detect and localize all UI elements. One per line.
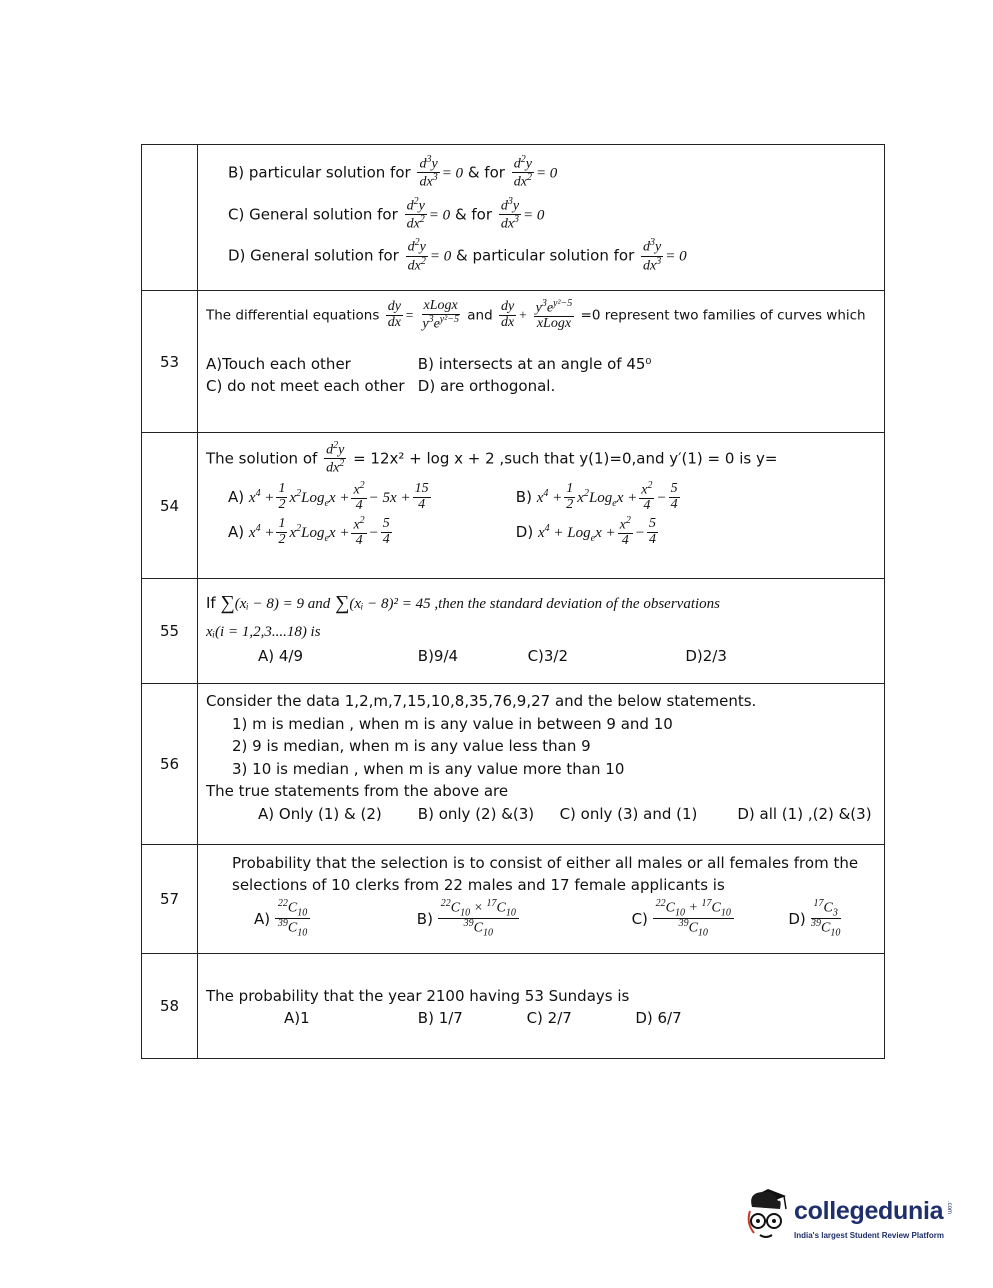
question-number-cell <box>142 145 198 290</box>
statement-1: 1) m is median , when m is any value in between 9 and 10 <box>232 714 673 733</box>
question-stem: The differential equations $\frac{dy}{dx}$ = $\frac{\text{xLogx}}{y^3e^{y^2-5}}$ and $\frac{dy}{dx}$ + $\frac{y^3e^{y^2-5}}{\text{xLogx}}$ =0 represent two families of curves which <box>206 298 866 332</box>
question-stem: Consider the data 1,2,m,7,15,10,8,35,76,9,27 and the below statements. <box>206 692 757 710</box>
option-c: C) only (3) and (1) <box>559 804 698 823</box>
option-d: D) are orthogonal. <box>417 376 556 395</box>
true-statements-line: The true statements from the above are <box>206 782 509 800</box>
options-line <box>206 646 876 668</box>
question-number: 55 <box>142 579 198 683</box>
option-b: B) $\frac{^{22}C_{10} \times ^{17}C_{10}}{^{39}C_{10}}$ <box>417 899 627 940</box>
brand-suffix: .com <box>946 1201 952 1215</box>
question-row-57 <box>142 845 884 954</box>
option-d: D) $x^4 + Log_ex$ + $\frac{x^2}{4}$ − $\frac{5}{4}$ <box>515 514 656 549</box>
option-c: C)3/2 <box>527 646 569 665</box>
option-a: A)1 <box>284 1008 310 1027</box>
options-line <box>232 899 876 940</box>
options-line-1 <box>206 481 876 514</box>
option-d: D) all (1) ,(2) &(3) <box>737 804 872 823</box>
sigma-symbol: ∑ <box>335 592 350 614</box>
option-c: A) $x^4$ + $\frac{1}{2}$ $x^2Log_ex$ + $\frac{x^2}{4}$ − $\frac{5}{4}$ <box>228 514 390 549</box>
question-row-53 <box>142 291 884 433</box>
option-a: A) $\frac{^{22}C_{10}}{^{39}C_{10}}$ <box>254 899 412 940</box>
option-a: A) 4/9 <box>258 646 304 665</box>
option-c: C) $\frac{^{22}C_{10} + ^{17}C_{10}}{^{39}C_{10}}$ <box>632 899 784 940</box>
option-a: A)Touch each other <box>206 355 351 374</box>
question-stem: The solution of $\frac{d^2y}{dx^2}$ = 12x² + log x + 2 ,such that y(1)=0,and y′(1) = 0 is y= <box>206 440 778 476</box>
option-a: A) $x^4$ + $\frac{1}{2}$ $x^2Log_ex$ + $\frac{x^2}{4}$ − 5x + $\frac{15}{4}$ <box>228 479 429 514</box>
options-line <box>206 803 876 826</box>
option-d: D)2/3 <box>685 646 727 665</box>
option-d: D) 6/7 <box>635 1008 682 1027</box>
question-row-54 <box>142 433 884 579</box>
options-line <box>206 1008 876 1030</box>
question-number: 58 <box>142 954 198 1058</box>
question-number: 53 <box>142 291 198 432</box>
option-b: B) particular solution for $\frac{d^3y}{dx^3}$ = 0 & for $\frac{d^2y}{dx^2}$ = 0 <box>228 154 558 190</box>
option-c: C) 2/7 <box>526 1008 572 1027</box>
question-stem: If ∑(xᵢ − 8) = 9 and ∑(xᵢ − 8)² = 45 ,then the standard deviation of the observations <box>206 592 720 614</box>
option-a: A) Only (1) & (2) <box>258 804 382 823</box>
question-number: 54 <box>142 433 198 578</box>
collegedunia-logo <box>738 1183 963 1253</box>
question-stem-2: selections of 10 clerks from 22 males and 17 female applicants is <box>232 875 725 894</box>
question-row-52-continued <box>142 145 884 291</box>
option-b: B) only (2) &(3) <box>417 804 535 823</box>
question-row-58 <box>142 954 884 1058</box>
brand-tagline: India's largest Student Review Platform <box>794 1231 944 1240</box>
options-line-1 <box>206 354 876 376</box>
statement-3: 3) 10 is median , when m is any value more than 10 <box>232 759 625 778</box>
question-stem: The probability that the year 2100 having 53 Sundays is <box>206 987 630 1005</box>
question-number: 56 <box>142 684 198 844</box>
options-line-2 <box>206 516 876 549</box>
option-b: B) $x^4$ + $\frac{1}{2}$ $x^2Log_ex$ + $\frac{x^2}{4}$ − $\frac{5}{4}$ <box>515 479 678 514</box>
question-row-55 <box>142 579 884 684</box>
option-b: B)9/4 <box>417 646 459 665</box>
mascot-icon <box>738 1183 794 1249</box>
question-row-56 <box>142 684 884 845</box>
option-c: C) do not meet each other <box>206 376 405 395</box>
question-stem: Probability that the selection is to consist of either all males or all females from the <box>232 854 859 872</box>
statement-2: 2) 9 is median, when m is any value less than 9 <box>232 737 591 755</box>
option-b: B) 1/7 <box>417 1008 463 1027</box>
sigma-symbol: ∑ <box>220 592 235 614</box>
option-d: D) $\frac{^{17}C_3}{^{39}C_{10}}$ <box>788 897 841 939</box>
question-table <box>141 144 885 1059</box>
option-c: C) General solution for $\frac{d^2y}{dx^2}$ = 0 & for $\frac{d^3y}{dx^3}$ = 0 <box>228 195 545 232</box>
options-line-2 <box>206 376 876 398</box>
option-b: B) intersects at an angle of 45⁰ <box>417 355 652 374</box>
question-stem-2: xᵢ(i = 1,2,3....18) is <box>206 624 321 640</box>
question-number: 57 <box>142 845 198 953</box>
brand-name: collegedunia <box>794 1197 944 1225</box>
option-d: D) General solution for $\frac{d^2y}{dx^2}$ = 0 & particular solution for $\frac{d^3y}{dx^3}$ = 0 <box>228 237 687 274</box>
